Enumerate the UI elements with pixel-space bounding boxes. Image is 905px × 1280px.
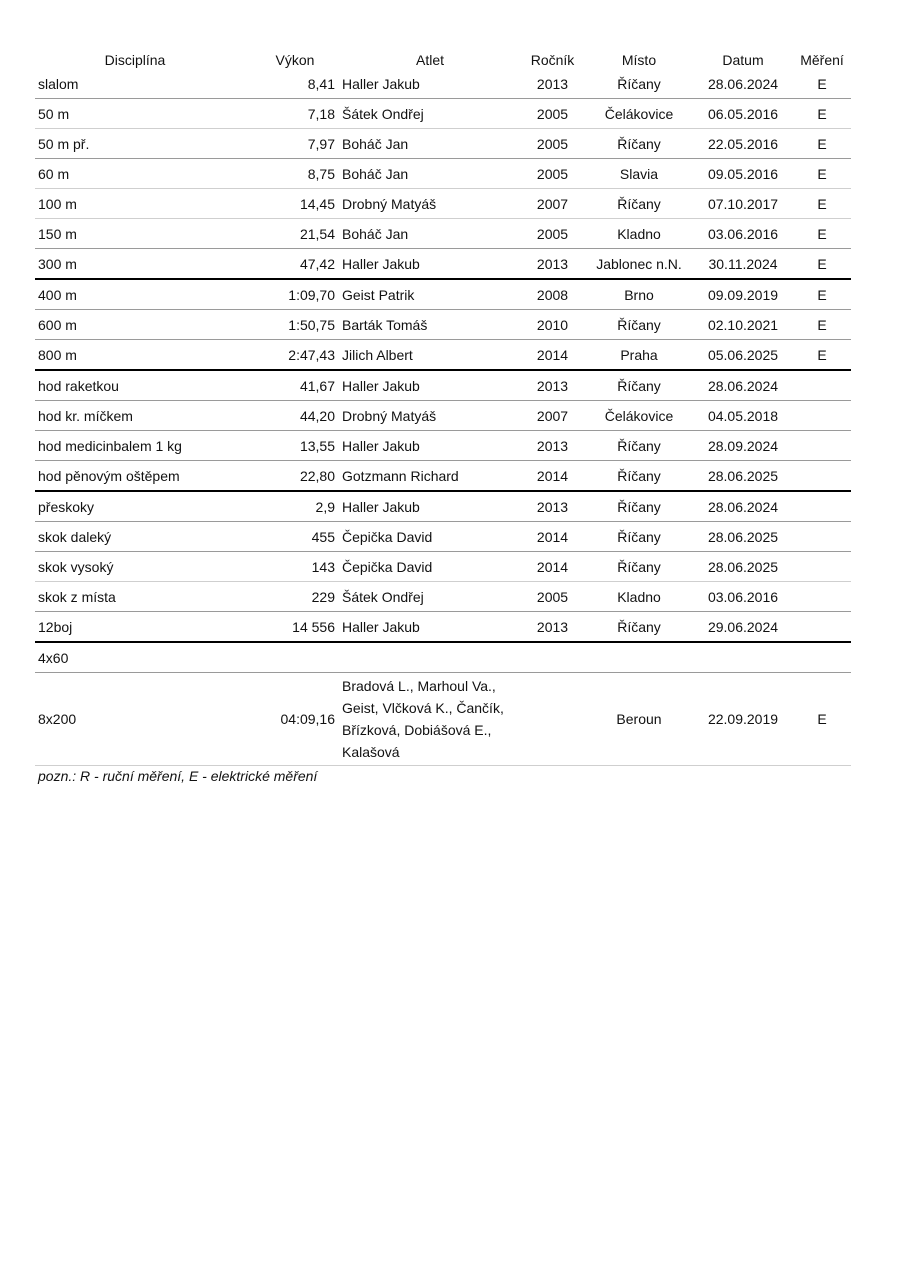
cell-discipline: 60 m xyxy=(35,159,235,189)
cell-discipline: 150 m xyxy=(35,219,235,249)
cell-athlete: Jilich Albert xyxy=(340,340,520,371)
cell-year: 2005 xyxy=(520,582,585,612)
cell-performance: 04:09,16 xyxy=(235,673,340,766)
cell-discipline: hod pěnovým oštěpem xyxy=(35,461,235,492)
cell-measurement: E xyxy=(793,129,851,159)
cell-year: 2014 xyxy=(520,461,585,492)
cell-place: Říčany xyxy=(585,461,693,492)
cell-measurement xyxy=(793,401,851,431)
cell-measurement xyxy=(793,612,851,643)
cell-place: Kladno xyxy=(585,582,693,612)
note-row xyxy=(35,766,851,791)
cell-date: 09.09.2019 xyxy=(693,279,793,310)
header-discipline: Disciplína xyxy=(104,52,166,68)
header-place: Místo xyxy=(621,52,657,68)
cell-place: Brno xyxy=(585,279,693,310)
cell-performance: 47,42 xyxy=(235,249,340,280)
cell-year: 2007 xyxy=(520,189,585,219)
table-row xyxy=(35,612,851,643)
cell-discipline: přeskoky xyxy=(35,491,235,522)
cell-performance: 2:47,43 xyxy=(235,340,340,371)
table-row xyxy=(35,461,851,492)
cell-performance: 1:09,70 xyxy=(235,279,340,310)
cell-discipline: 300 m xyxy=(35,249,235,280)
cell-athlete: Boháč Jan xyxy=(340,159,520,189)
cell-place: Praha xyxy=(585,340,693,371)
cell-measurement: E xyxy=(793,99,851,129)
cell-measurement: E xyxy=(793,340,851,371)
cell-athlete: Čepička David xyxy=(340,522,520,552)
cell-performance: 14,45 xyxy=(235,189,340,219)
header-row xyxy=(35,40,851,69)
cell-date: 28.06.2024 xyxy=(693,370,793,401)
table-row xyxy=(35,582,851,612)
cell-place: Beroun xyxy=(585,673,693,766)
table-row xyxy=(35,491,851,522)
cell-date: 28.06.2024 xyxy=(693,491,793,522)
cell-date: 28.06.2024 xyxy=(693,69,793,99)
table-row xyxy=(35,219,851,249)
cell-measurement: E xyxy=(793,673,851,766)
cell-date: 02.10.2021 xyxy=(693,310,793,340)
cell-measurement: E xyxy=(793,310,851,340)
cell-performance: 21,54 xyxy=(235,219,340,249)
cell-discipline: 600 m xyxy=(35,310,235,340)
table-row xyxy=(35,129,851,159)
cell-place: Říčany xyxy=(585,552,693,582)
cell-date: 22.05.2016 xyxy=(693,129,793,159)
cell-year: 2008 xyxy=(520,279,585,310)
cell-measurement: E xyxy=(793,279,851,310)
table-row xyxy=(35,159,851,189)
cell-discipline: skok daleký xyxy=(35,522,235,552)
cell-place: Kladno xyxy=(585,219,693,249)
cell-athlete: Haller Jakub xyxy=(340,249,520,280)
cell-year: 2014 xyxy=(520,522,585,552)
cell-performance: 7,97 xyxy=(235,129,340,159)
header-measurement: Měření xyxy=(800,52,844,68)
cell-performance: 8,75 xyxy=(235,159,340,189)
cell-measurement: E xyxy=(793,69,851,99)
cell-discipline: hod raketkou xyxy=(35,370,235,401)
cell-year: 2007 xyxy=(520,401,585,431)
cell-athlete: Haller Jakub xyxy=(340,69,520,99)
cell-place: Říčany xyxy=(585,310,693,340)
cell-athlete: Haller Jakub xyxy=(340,491,520,522)
header-athlete: Atlet xyxy=(415,52,444,68)
cell-measurement: E xyxy=(793,249,851,280)
cell-year: 2005 xyxy=(520,159,585,189)
cell-performance: 1:50,75 xyxy=(235,310,340,340)
cell-place: Říčany xyxy=(585,129,693,159)
table-row xyxy=(35,69,851,99)
cell-date: 03.06.2016 xyxy=(693,582,793,612)
cell-discipline: slalom xyxy=(35,69,235,99)
cell-performance: 22,80 xyxy=(235,461,340,492)
cell-date: 28.09.2024 xyxy=(693,431,793,461)
table-row xyxy=(35,189,851,219)
cell-date: 03.06.2016 xyxy=(693,219,793,249)
cell-year: 2014 xyxy=(520,552,585,582)
cell-athlete: Drobný Matyáš xyxy=(340,401,520,431)
cell-place xyxy=(585,642,693,673)
cell-year: 2013 xyxy=(520,612,585,643)
cell-athlete: Bradová L., Marhoul Va., Geist, Vlčková K., Čančík, Břízková, Dobiášová E., Kalašová xyxy=(340,673,520,766)
cell-performance: 143 xyxy=(235,552,340,582)
table-row xyxy=(35,642,851,673)
cell-athlete: Čepička David xyxy=(340,552,520,582)
cell-date: 28.06.2025 xyxy=(693,552,793,582)
cell-measurement xyxy=(793,461,851,492)
table-row xyxy=(35,370,851,401)
cell-year: 2013 xyxy=(520,249,585,280)
cell-athlete: Gotzmann Richard xyxy=(340,461,520,492)
cell-discipline: hod kr. míčkem xyxy=(35,401,235,431)
table-row xyxy=(35,552,851,582)
cell-athlete: Boháč Jan xyxy=(340,219,520,249)
cell-date: 28.06.2025 xyxy=(693,522,793,552)
cell-date: 22.09.2019 xyxy=(693,673,793,766)
cell-year xyxy=(520,673,585,766)
cell-athlete: Drobný Matyáš xyxy=(340,189,520,219)
table-row xyxy=(35,522,851,552)
cell-measurement xyxy=(793,431,851,461)
table-row xyxy=(35,340,851,371)
cell-athlete: Geist Patrik xyxy=(340,279,520,310)
cell-date: 04.05.2018 xyxy=(693,401,793,431)
cell-place: Říčany xyxy=(585,431,693,461)
cell-place: Čelákovice xyxy=(585,401,693,431)
cell-athlete xyxy=(340,642,520,673)
cell-date: 07.10.2017 xyxy=(693,189,793,219)
cell-year: 2013 xyxy=(520,491,585,522)
cell-performance: 229 xyxy=(235,582,340,612)
cell-discipline: 12boj xyxy=(35,612,235,643)
cell-performance: 7,18 xyxy=(235,99,340,129)
cell-year: 2013 xyxy=(520,69,585,99)
cell-place: Čelákovice xyxy=(585,99,693,129)
cell-performance: 2,9 xyxy=(235,491,340,522)
cell-year: 2014 xyxy=(520,340,585,371)
cell-date: 09.05.2016 xyxy=(693,159,793,189)
table-row xyxy=(35,279,851,310)
cell-measurement xyxy=(793,642,851,673)
cell-year: 2005 xyxy=(520,129,585,159)
cell-discipline: skok z místa xyxy=(35,582,235,612)
cell-year: 2013 xyxy=(520,431,585,461)
cell-athlete: Barták Tomáš xyxy=(340,310,520,340)
cell-year: 2005 xyxy=(520,99,585,129)
cell-place: Říčany xyxy=(585,189,693,219)
cell-performance: 8,41 xyxy=(235,69,340,99)
cell-athlete: Boháč Jan xyxy=(340,129,520,159)
table-row xyxy=(35,401,851,431)
cell-measurement: E xyxy=(793,219,851,249)
cell-athlete: Haller Jakub xyxy=(340,612,520,643)
table-row xyxy=(35,249,851,280)
footnote: pozn.: R - ruční měření, E - elektrické měření xyxy=(38,768,318,784)
cell-place: Říčany xyxy=(585,69,693,99)
cell-date: 29.06.2024 xyxy=(693,612,793,643)
cell-discipline: 4x60 xyxy=(35,642,235,673)
table-row xyxy=(35,99,851,129)
cell-measurement xyxy=(793,582,851,612)
cell-place: Říčany xyxy=(585,522,693,552)
table-row xyxy=(35,673,851,766)
header-year: Ročník xyxy=(530,52,575,68)
cell-place: Jablonec n.N. xyxy=(585,249,693,280)
cell-measurement: E xyxy=(793,159,851,189)
cell-discipline: 50 m př. xyxy=(35,129,235,159)
cell-discipline: 100 m xyxy=(35,189,235,219)
cell-place: Říčany xyxy=(585,491,693,522)
cell-discipline: 800 m xyxy=(35,340,235,371)
cell-discipline: 400 m xyxy=(35,279,235,310)
table-row xyxy=(35,310,851,340)
cell-athlete: Haller Jakub xyxy=(340,370,520,401)
cell-year xyxy=(520,642,585,673)
cell-place: Říčany xyxy=(585,612,693,643)
cell-discipline: skok vysoký xyxy=(35,552,235,582)
table-row xyxy=(35,431,851,461)
records-table xyxy=(35,40,851,790)
cell-performance: 14 556 xyxy=(235,612,340,643)
header-performance: Výkon xyxy=(275,52,315,68)
cell-performance xyxy=(235,642,340,673)
cell-date: 30.11.2024 xyxy=(693,249,793,280)
cell-discipline: hod medicinbalem 1 kg xyxy=(35,431,235,461)
cell-discipline: 8x200 xyxy=(35,673,235,766)
cell-date: 28.06.2025 xyxy=(693,461,793,492)
cell-performance: 44,20 xyxy=(235,401,340,431)
cell-performance: 13,55 xyxy=(235,431,340,461)
cell-place: Slavia xyxy=(585,159,693,189)
cell-year: 2013 xyxy=(520,370,585,401)
cell-year: 2010 xyxy=(520,310,585,340)
header-date: Datum xyxy=(722,52,764,68)
cell-performance: 455 xyxy=(235,522,340,552)
cell-date xyxy=(693,642,793,673)
cell-athlete: Haller Jakub xyxy=(340,431,520,461)
cell-measurement xyxy=(793,522,851,552)
cell-date: 06.05.2016 xyxy=(693,99,793,129)
cell-athlete: Šátek Ondřej xyxy=(340,582,520,612)
cell-measurement xyxy=(793,491,851,522)
cell-year: 2005 xyxy=(520,219,585,249)
cell-date: 05.06.2025 xyxy=(693,340,793,371)
cell-measurement: E xyxy=(793,189,851,219)
cell-performance: 41,67 xyxy=(235,370,340,401)
cell-discipline: 50 m xyxy=(35,99,235,129)
cell-measurement xyxy=(793,552,851,582)
cell-measurement xyxy=(793,370,851,401)
cell-athlete: Šátek Ondřej xyxy=(340,99,520,129)
cell-place: Říčany xyxy=(585,370,693,401)
